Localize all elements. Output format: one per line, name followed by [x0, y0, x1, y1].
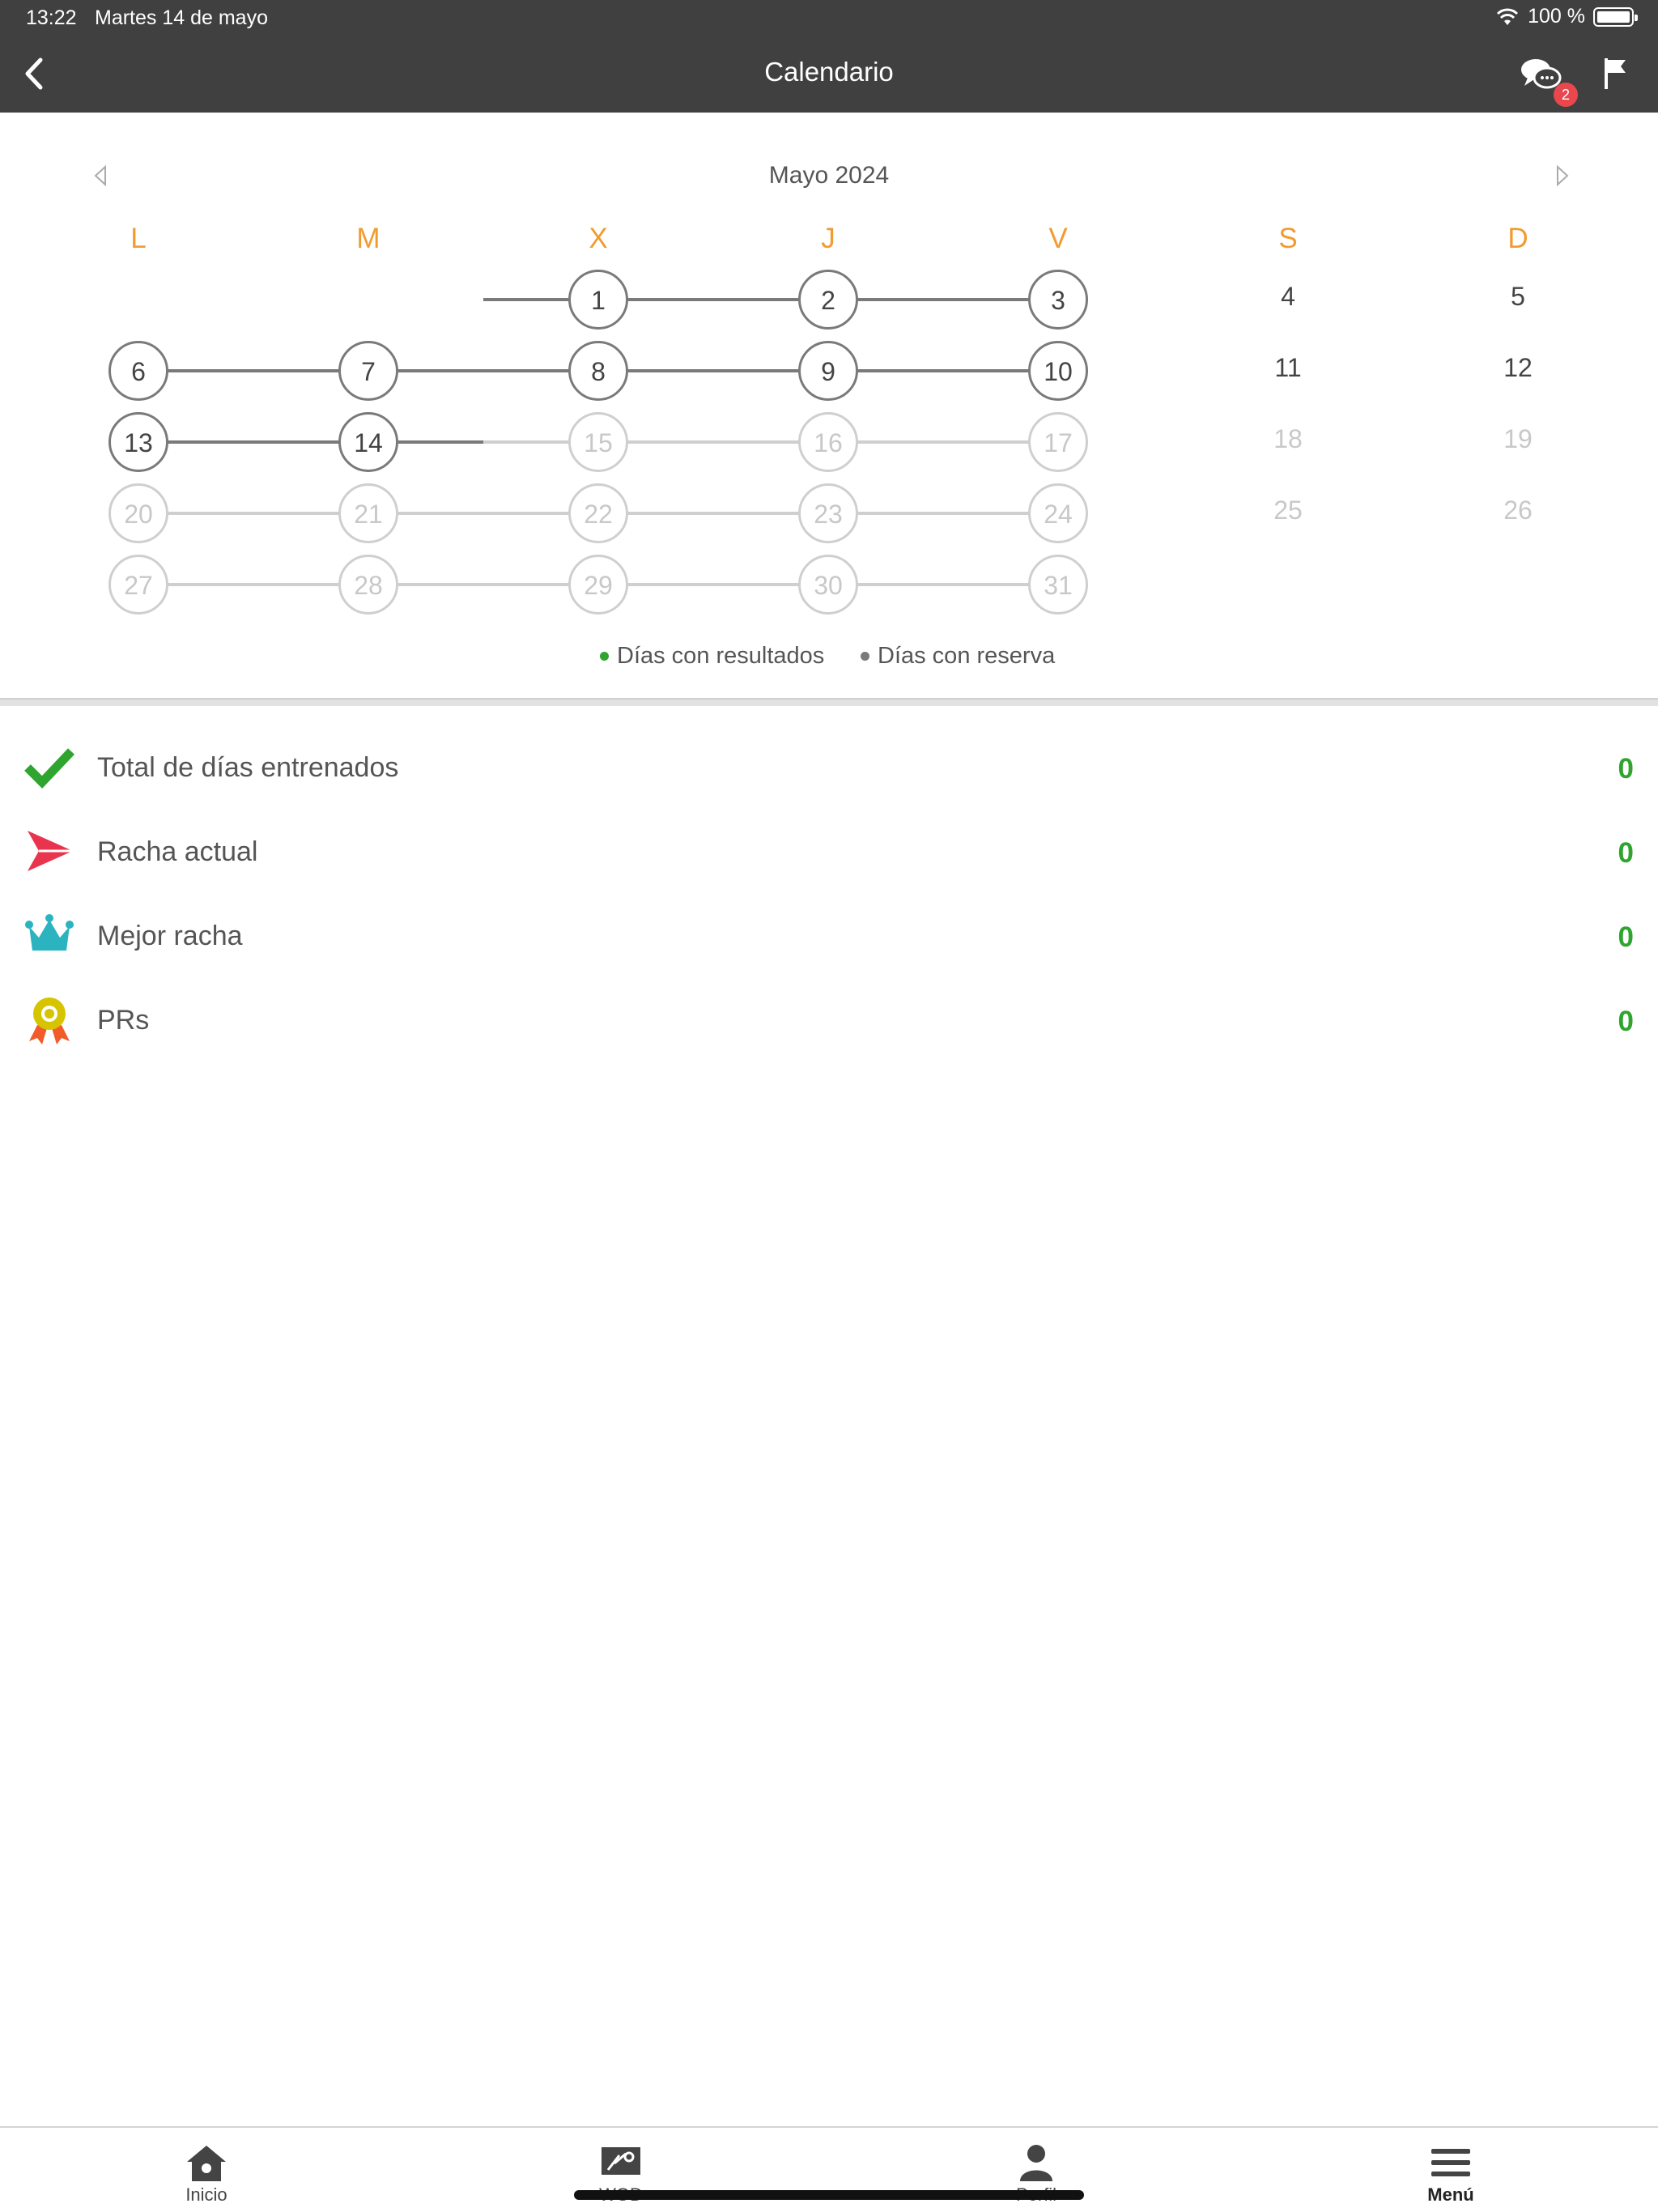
tab-menu[interactable] [1370, 2128, 1532, 2212]
streak-line [598, 512, 828, 515]
weekday-s: S [1278, 223, 1298, 254]
calendar-day-29[interactable]: 29 [568, 555, 628, 615]
streak-line [828, 298, 1058, 301]
calendar-day-28[interactable]: 28 [338, 555, 398, 615]
weekday-m: M [356, 223, 380, 254]
calendar-day-24[interactable]: 24 [1028, 483, 1088, 543]
streak-line [598, 369, 828, 372]
streak-line [138, 440, 368, 444]
calendar-day-3[interactable]: 3 [1028, 270, 1088, 330]
calendar-day-15[interactable]: 15 [568, 412, 628, 472]
weekday-d: D [1507, 223, 1528, 254]
streak-line [138, 369, 368, 372]
calendar-day-27[interactable]: 27 [108, 555, 168, 615]
stat-best-streak [0, 899, 1658, 972]
wod-board-icon [597, 2141, 645, 2186]
tab-inicio[interactable] [125, 2128, 287, 2212]
streak-line [828, 369, 1058, 372]
calendar-day-18[interactable]: 18 [1273, 424, 1303, 453]
status-time: 13:22 [26, 6, 77, 29]
status-right [1495, 5, 1634, 28]
battery-percent: 100 % [1528, 5, 1585, 28]
calendar-day-9[interactable]: 9 [798, 341, 858, 401]
profile-icon [1012, 2141, 1061, 2186]
streak-line [598, 440, 828, 444]
checkmark-icon [23, 740, 76, 793]
section-divider [0, 698, 1658, 706]
stat-value: 0 [1618, 837, 1634, 869]
streak-line [368, 512, 598, 515]
status-bar [0, 0, 1658, 37]
menu-icon [1426, 2141, 1475, 2186]
nav-bar [0, 37, 1658, 113]
status-date: Martes 14 de mayo [95, 6, 268, 29]
home-indicator [574, 2190, 1084, 2200]
calendar-day-1[interactable]: 1 [568, 270, 628, 330]
calendar-day-5[interactable]: 5 [1511, 282, 1525, 311]
stat-label: Racha actual [97, 836, 258, 867]
tab-label: Menú [1427, 2184, 1474, 2205]
legend-reservations [861, 643, 1055, 670]
calendar-day-2[interactable]: 2 [798, 270, 858, 330]
streak-line [828, 512, 1058, 515]
calendar-day-7[interactable]: 7 [338, 341, 398, 401]
calendar-day-20[interactable]: 20 [108, 483, 168, 543]
stat-label: Mejor racha [97, 921, 243, 951]
streak-line [138, 583, 368, 586]
stat-prs [0, 983, 1658, 1056]
medal-icon [23, 993, 76, 1046]
legend-results-label: Días con resultados [617, 643, 825, 669]
legend-reservations-label: Días con reserva [878, 643, 1056, 669]
legend-dot-green [600, 652, 609, 661]
calendar-day-31[interactable]: 31 [1028, 555, 1088, 615]
calendar-day-22[interactable]: 22 [568, 483, 628, 543]
flag-icon[interactable] [1601, 55, 1630, 92]
legend-dot-gray [861, 652, 869, 661]
calendar-day-25[interactable]: 25 [1273, 496, 1303, 525]
weekday-v: V [1048, 223, 1068, 254]
calendar-day-11[interactable]: 11 [1274, 353, 1302, 382]
paper-plane-icon [23, 824, 76, 878]
streak-line [368, 369, 598, 372]
stat-value: 0 [1618, 1006, 1634, 1037]
calendar-day-8[interactable]: 8 [568, 341, 628, 401]
page-title: Calendario [764, 57, 894, 87]
streak-line [828, 440, 1058, 444]
calendar-day-4[interactable]: 4 [1281, 282, 1295, 311]
home-icon [182, 2141, 231, 2186]
battery-icon [1593, 7, 1634, 27]
streak-line [368, 583, 598, 586]
calendar-day-6[interactable]: 6 [108, 341, 168, 401]
streak-line [598, 583, 828, 586]
calendar-day-13[interactable]: 13 [108, 412, 168, 472]
calendar-day-12[interactable]: 12 [1503, 353, 1533, 382]
stat-total-days [0, 730, 1658, 803]
calendar-day-10[interactable]: 10 [1028, 341, 1088, 401]
calendar-day-16[interactable]: 16 [798, 412, 858, 472]
weekday-l: L [130, 223, 147, 254]
streak-line [828, 583, 1058, 586]
weekday-j: J [821, 223, 835, 254]
calendar-day-14[interactable]: 14 [338, 412, 398, 472]
calendar-day-19[interactable]: 19 [1503, 424, 1533, 453]
stat-current-streak [0, 815, 1658, 887]
weekday-x: X [589, 223, 608, 254]
tab-label: Inicio [185, 2184, 227, 2205]
crown-icon [23, 908, 76, 962]
stat-label: PRs [97, 1005, 150, 1036]
streak-line [138, 512, 368, 515]
legend-results [600, 643, 824, 670]
calendar-day-23[interactable]: 23 [798, 483, 858, 543]
chat-badge: 2 [1554, 83, 1578, 107]
calendar-day-21[interactable]: 21 [338, 483, 398, 543]
stat-label: Total de días entrenados [97, 752, 399, 783]
calendar-day-26[interactable]: 26 [1503, 496, 1533, 525]
month-title: Mayo 2024 [768, 162, 890, 189]
wifi-icon [1495, 7, 1520, 27]
stat-value: 0 [1618, 921, 1634, 953]
calendar-day-17[interactable]: 17 [1028, 412, 1088, 472]
calendar-day-30[interactable]: 30 [798, 555, 858, 615]
stat-value: 0 [1618, 753, 1634, 785]
next-month-arrow-icon[interactable] [1551, 164, 1572, 188]
